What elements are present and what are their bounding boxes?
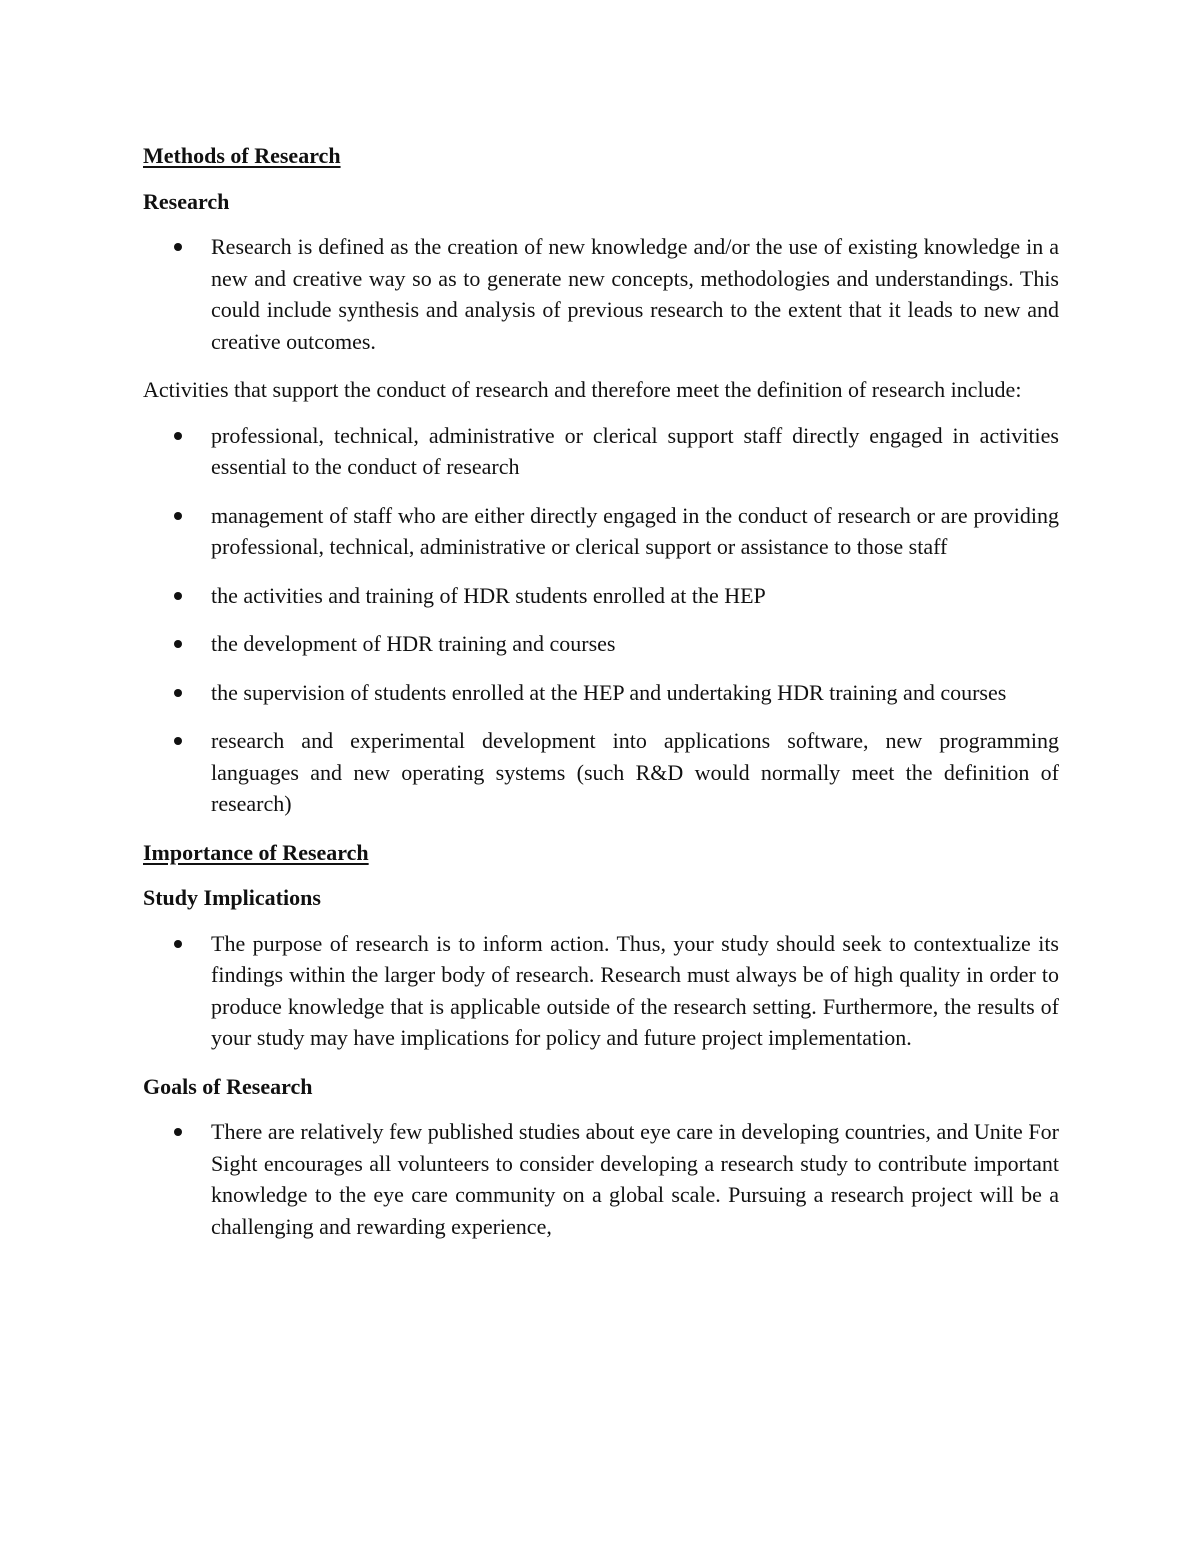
title-importance-of-research: Importance of Research <box>143 839 369 865</box>
heading-goals-of-research: Goals of Research <box>143 1073 313 1099</box>
list-item <box>143 1116 1059 1242</box>
heading-research: Research <box>143 188 230 214</box>
list-item-text: the supervision of students enrolled at the HEP and undertaking HDR training and courses <box>211 679 1007 705</box>
bullet-icon <box>174 592 182 600</box>
list-item-text: research and experimental development into applications software, new programming languages and new operating systems (such R&D would normally meet the definition of research) <box>211 728 1059 816</box>
list-item <box>143 725 1059 820</box>
list-item <box>143 500 1059 563</box>
document-page <box>143 140 1059 1259</box>
research-bullet-list <box>143 231 1059 357</box>
list-item <box>143 580 1059 612</box>
list-item-text: the activities and training of HDR students enrolled at the HEP <box>211 582 766 608</box>
title-methods-of-research: Methods of Research <box>143 143 341 168</box>
list-item-text: Research is defined as the creation of new knowledge and/or the use of existing knowledge in a new and creative way so as to generate new concepts, methodologies and understandings. This could include synthesis and analysis of previous research to the extent that it leads to new and creative outcomes. <box>211 234 1059 354</box>
bullet-icon <box>174 243 182 251</box>
bullet-icon <box>174 432 182 440</box>
list-item-text: the development of HDR training and courses <box>211 631 616 656</box>
bullet-icon <box>174 940 182 948</box>
bullet-icon <box>174 1128 182 1136</box>
list-item-text: professional, technical, administrative or clerical support staff directly engaged in activities essential to the conduct of research <box>211 422 1059 479</box>
list-item-text: management of staff who are either directly engaged in the conduct of research or are providing professional, technical, administrative or clerical support or assistance to those staff <box>211 502 1059 559</box>
list-item-text: The purpose of research is to inform action. Thus, your study should seek to contextualize its findings within the larger body of research. Research must always be of high quality in order to produce knowledge that is applicable outside of the research setting. Furthermore, the results of your study may have implications for policy and future project implementation. <box>211 930 1059 1050</box>
list-item <box>143 628 1059 660</box>
list-item <box>143 420 1059 483</box>
list-item <box>143 928 1059 1054</box>
activities-bullet-list <box>143 420 1059 820</box>
bullet-icon <box>174 689 182 697</box>
activities-intro: Activities that support the conduct of research and therefore meet the definition of research include: <box>143 377 1022 402</box>
bullet-icon <box>174 737 182 745</box>
bullet-icon <box>174 640 182 648</box>
goals-bullet-list <box>143 1116 1059 1242</box>
list-item <box>143 231 1059 357</box>
heading-study-implications: Study Implications <box>143 885 321 910</box>
study-bullet-list <box>143 928 1059 1054</box>
list-item <box>143 677 1059 709</box>
bullet-icon <box>174 512 182 520</box>
list-item-text: There are relatively few published studies about eye care in developing countries, and Unite For Sight encourages all volunteers to consider developing a research study to contribute important knowledge to the eye care community on a global scale. Pursuing a research project will be a challenging and rewarding experience, <box>211 1119 1059 1239</box>
